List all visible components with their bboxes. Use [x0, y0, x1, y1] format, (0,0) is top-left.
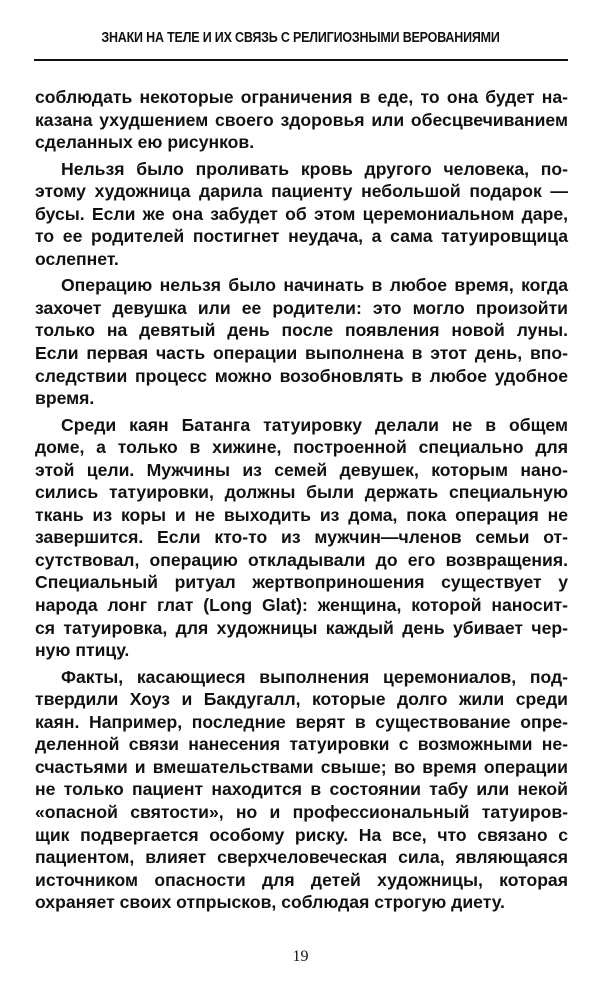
- page-number: 19: [292, 948, 309, 965]
- text-line: твердили Хоуз и Бакдугалл, которые долго жили среди: [35, 689, 568, 710]
- text-line: счастьями и вмешательствами свыше; во время операции: [35, 756, 568, 777]
- paragraph: [35, 86, 568, 154]
- text-line: Операцию нельзя было начинать в любое время, когда: [61, 275, 568, 296]
- text-line: Нельзя было проливать кровь другого человека, по-: [61, 158, 568, 179]
- header-rule: [34, 59, 568, 61]
- text-line: ткань из коры и не выходить из дома, пока операция не: [35, 504, 568, 525]
- paragraph: [35, 274, 568, 409]
- text-line: захочет девушка или ее родители: это могло произойти: [35, 297, 568, 318]
- text-line: этому художница дарила пациенту небольшой подарок —: [35, 181, 568, 202]
- body-text: [35, 86, 568, 914]
- text-line: Если первая часть операции выполнена в этот день, впо-: [35, 343, 568, 364]
- paragraph: [35, 414, 568, 662]
- text-line: деленной связи нанесения татуировки с возможными не-: [35, 734, 568, 755]
- text-line: сделанных ею рисунков.: [35, 132, 255, 153]
- text-line: Среди каян Батанга татуировку делали не в общем: [61, 414, 568, 435]
- text-line: время.: [35, 388, 95, 409]
- text-line: то ее родителей постигнет неудача, а сама татуировщица: [35, 226, 568, 247]
- text-line: не только пациент находится в состоянии табу или некой: [35, 779, 568, 800]
- text-line: только на девятый день после появления новой луны.: [35, 320, 568, 341]
- text-line: пациентом, влияет сверхчеловеческая сила, являющаяся: [35, 847, 568, 868]
- text-line: следствии процесс можно возобновлять в любое удобное: [35, 365, 568, 386]
- text-line: этой цели. Мужчины из семей девушек, которым нано-: [35, 459, 568, 480]
- text-line: щик подвергается особому риску. На все, что связано с: [35, 824, 568, 845]
- text-line: доме, а только в хижине, построенной специально для: [35, 437, 568, 458]
- text-line: сутствовал, операцию откладывали до его возвращения.: [35, 549, 568, 570]
- paragraph: [35, 158, 568, 271]
- running-header: ЗНАКИ НА ТЕЛЕ И ИХ СВЯЗЬ С РЕЛИГИОЗНЫМИ ВЕРОВАНИЯМИ: [101, 30, 500, 46]
- paragraph: [35, 666, 568, 914]
- text-line: охраняет своих отпрысков, соблюдая строгую диету.: [35, 892, 505, 913]
- text-line: «опасной святости», но и профессиональный татуиров-: [35, 801, 568, 822]
- text-line: бусы. Если же она забудет об этом церемониальном даре,: [35, 203, 568, 224]
- text-line: ся татуировка, для художницы каждый день убивает чер-: [35, 617, 568, 638]
- text-line: Факты, касающиеся выполнения церемониалов, под-: [61, 666, 568, 687]
- text-line: ную птицу.: [35, 640, 130, 661]
- text-line: завершится. Если кто-то из мужчин—членов семьи от-: [35, 527, 568, 548]
- text-line: соблюдать некоторые ограничения в еде, то она будет на-: [35, 87, 568, 107]
- text-line: источником опасности для детей художницы, которая: [35, 869, 568, 890]
- text-line: каян. Например, последние верят в существование опре-: [35, 711, 568, 732]
- text-line: ослепнет.: [35, 248, 119, 269]
- text-line: Специальный ритуал жертвоприношения существует у: [35, 572, 568, 593]
- text-line: народа лонг глат (Long Glat): женщина, которой наносит-: [35, 595, 568, 616]
- text-line: казана ухудшением своего здоровья или обесцвечиванием: [35, 109, 568, 130]
- text-line: сились татуировки, должны были держать специальную: [35, 482, 568, 503]
